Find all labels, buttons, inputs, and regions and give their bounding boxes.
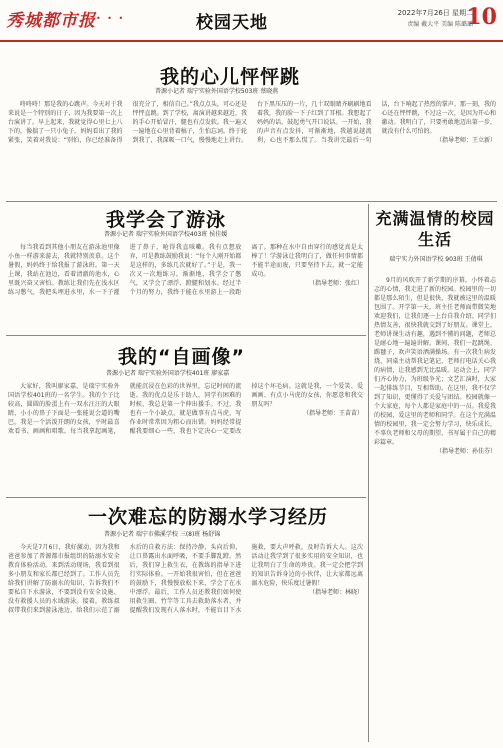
brand-dots: • • •	[96, 14, 126, 23]
divider-2	[6, 335, 366, 336]
divider-3	[6, 497, 366, 498]
article-4-sign: （指导老师：王苗苗）	[302, 410, 363, 417]
article-1-title: 我的心儿怦怦跳	[160, 66, 301, 88]
article-5-byline: 普源小记者 瑞宁市佛溪学校 三(8)班 杨舒锦	[104, 531, 221, 538]
right-column-rule	[368, 204, 369, 742]
issue-editors: 责编 戴大平 美编 陈璐璐	[407, 21, 473, 28]
article-3-text: 9月的风吹开了新学期的序幕，小怀着忐忑的心情，我走进了新的校园。校园里的一切都是那么陌生，但是很快，我就被这里的温暖包围了。开学第一天，班主任老师面带微笑地欢迎我们，让我们逐一上台自我介绍。同学们热情友善，很快我就交到了好朋友。课堂上，老师讲课生动有趣，遇到不懂的问题，老师总是耐心地一遍遍讲解。课间，我们一起跳绳、踢毽子，欢声笑语洒满操场。有一次我生病发烧，同桌主动帮我记笔记，老师打电话关心我的病情，让我感到无比温暖。运动会上，同学们齐心协力，为班级争光；文艺汇演时，大家一起排练节目，互相帮助。在这里，我不仅学到了知识，更懂得了关爱与团结。校园就像一个大家庭，每个人都是家庭中的一员。我爱我的校园，爱这里的老师和同学。在这个充满温情的校园里，我一定会努力学习，快乐成长，不辜负老师和父母的期望，书写属于自己的精彩篇章。	[374, 277, 496, 446]
article-5-text: 今天是7月6日，我好激动，因为我和爸爸参加了普源都市报组织的防溺水安全教育体验活动。来到活动现场，我看到很多小朋友和家长都已经到了。工作人员先给我们讲解了防溺水的知识，告诉我们不要私自下水游泳，不要到没有安全设施、没有救援人员的水域游泳。接着，教练叔叔带我们来到游泳池边，给我们示范了溺水后的自救方法：保持冷静，头向后仰，让口鼻露出水面呼吸，不要手脚乱蹬。然后，我们穿上救生衣，在教练的指导下进行实际体验。一开始我很害怕，但在爸爸的鼓励下，我慢慢放松下来，学会了在水中漂浮。最后，工作人员还教我们如何使用救生圈、竹竿等工具去救助落水者，并提醒我们发现有人落水时，不能盲目下水施救，要大声呼救，及时告诉大人。这次活动让我学到了很多实用的安全知识，也让我明白了生命的珍贵。我一定会把学到的知识告诉身边的小伙伴，让大家都远离溺水危险，快乐度过暑假！	[8, 544, 363, 614]
section-title: 校园天地	[196, 13, 268, 33]
article-5-sign: （指导老师：林晓）	[308, 589, 363, 596]
article-4-byline: 普源小记者 瑞宁实验外国语学校401班 廖家嘉	[106, 370, 230, 377]
article-1-body	[8, 100, 496, 198]
article-5-body	[8, 543, 363, 742]
article-2-sign: （指导老师：张红）	[308, 280, 363, 287]
article-2-text: 每当我看到其他小朋友在游泳池里像小鱼一样游来游去，我就特别羡慕。这个暑假，妈妈终于给我报了游泳班。第一天上课，我站在池边，看着清澈的池水，心里既兴奋又害怕。教练让我们先在浅水区练习憋气，我把头埋进水里，水一下子灌进了鼻子，呛得我直咳嗽。我有点想放弃，可是教练鼓励我说：“每个人刚开始都是这样的，多练几次就好了。”于是，我一次又一次地练习。渐渐地，我学会了憋气，又学会了漂浮、蹬腿和划水。经过半个月的努力，我终于能在水里游上一段距离了。那种在水中自由穿行的感觉真是太棒了！学游泳让我明白了，做任何事情都不能半途而废，只要坚持下去，就一定能成功。	[8, 244, 363, 296]
article-3-byline: 瑞宁实力外国语学校 903班 王倩琪	[389, 256, 483, 263]
divider-1	[6, 201, 497, 202]
article-3-body	[374, 276, 496, 742]
article-2-title: 我学会了游泳	[106, 209, 227, 231]
brand-logo: 秀城都市报	[6, 11, 96, 31]
article-4-text: 大家好，我叫廖家嘉，是瑞宁实验外国语学校401班的一名学生。我的个子比较高，圆圆的脸蛋上有一双水汪汪的大眼睛，小小的鼻子下面是一张能说会道的嘴巴。我是一个活泼开朗的女孩，平时最喜欢看书、画画和唱歌。每当我拿起画笔，就能沉浸在色彩的世界里，忘记时间的流逝。我的优点是乐于助人，同学有困难的时候，我总是第一个伸出援手。不过，我也有一个小缺点，就是做事有点马虎，写作业时常常因为粗心而出错。妈妈经常提醒我要细心一些，我也下定决心一定要改掉这个坏毛病。这就是我，一个爱笑、爱画画、有点小马虎的女孩，你愿意和我交朋友吗？	[8, 383, 363, 435]
article-2-body	[8, 243, 363, 331]
article-2-byline: 普源小记者 瑞宁实验外国语学校403班 侯佳媛	[104, 231, 228, 238]
masthead	[0, 0, 503, 42]
issue-date: 2022年7月26日 星期二	[397, 9, 473, 17]
article-5-title: 一次难忘的防溺水学习经历	[88, 506, 329, 528]
article-1-byline: 普源小记者 瑞宁实验外国语学校503班 蔡晓燕	[155, 88, 279, 95]
page-number: 10	[466, 4, 497, 30]
article-3-title: 充满温情的校园生活	[375, 209, 495, 249]
article-1-sign: （指导老师：王立新）	[435, 137, 496, 144]
article-4-body	[8, 382, 363, 494]
article-1-text: 咚咚咚！那是我的心跳声。今天对于我来说是一个特别的日子，因为我要第一次上台演讲了。早上起来，我就觉得心里七上八下的，像揣了一只小兔子。妈妈看出了我的紧张，笑着对我说：“别怕，你已经准备得很充分了，相信自己。”我点点头，可心还是怦怦直跳。到了学校，离演讲越来越近，我的手心开始冒汗，腿也有点发软。我一遍又一遍地在心里背着稿子，生怕忘词。终于轮到我了，我深吸一口气，慢慢地走上讲台。台下黑压压的一片，几十双眼睛齐刷刷地看着我，我的脸一下子红到了耳根。我想起了妈妈的话，鼓起勇气开口说话。一开始，我的声音有点发抖，可渐渐地，我越说越流利，心也不那么慌了。当我讲完最后一句话，台下响起了热烈的掌声。那一刻，我的心还在怦怦跳，不过这一次，是因为开心和激动。我明白了，只要勇敢地迈出第一步，就没有什么可怕的。	[8, 101, 496, 144]
article-4-title: 我的“自画像”	[118, 346, 245, 368]
article-3-sign: （指导老师：孙佳芬）	[435, 448, 496, 455]
